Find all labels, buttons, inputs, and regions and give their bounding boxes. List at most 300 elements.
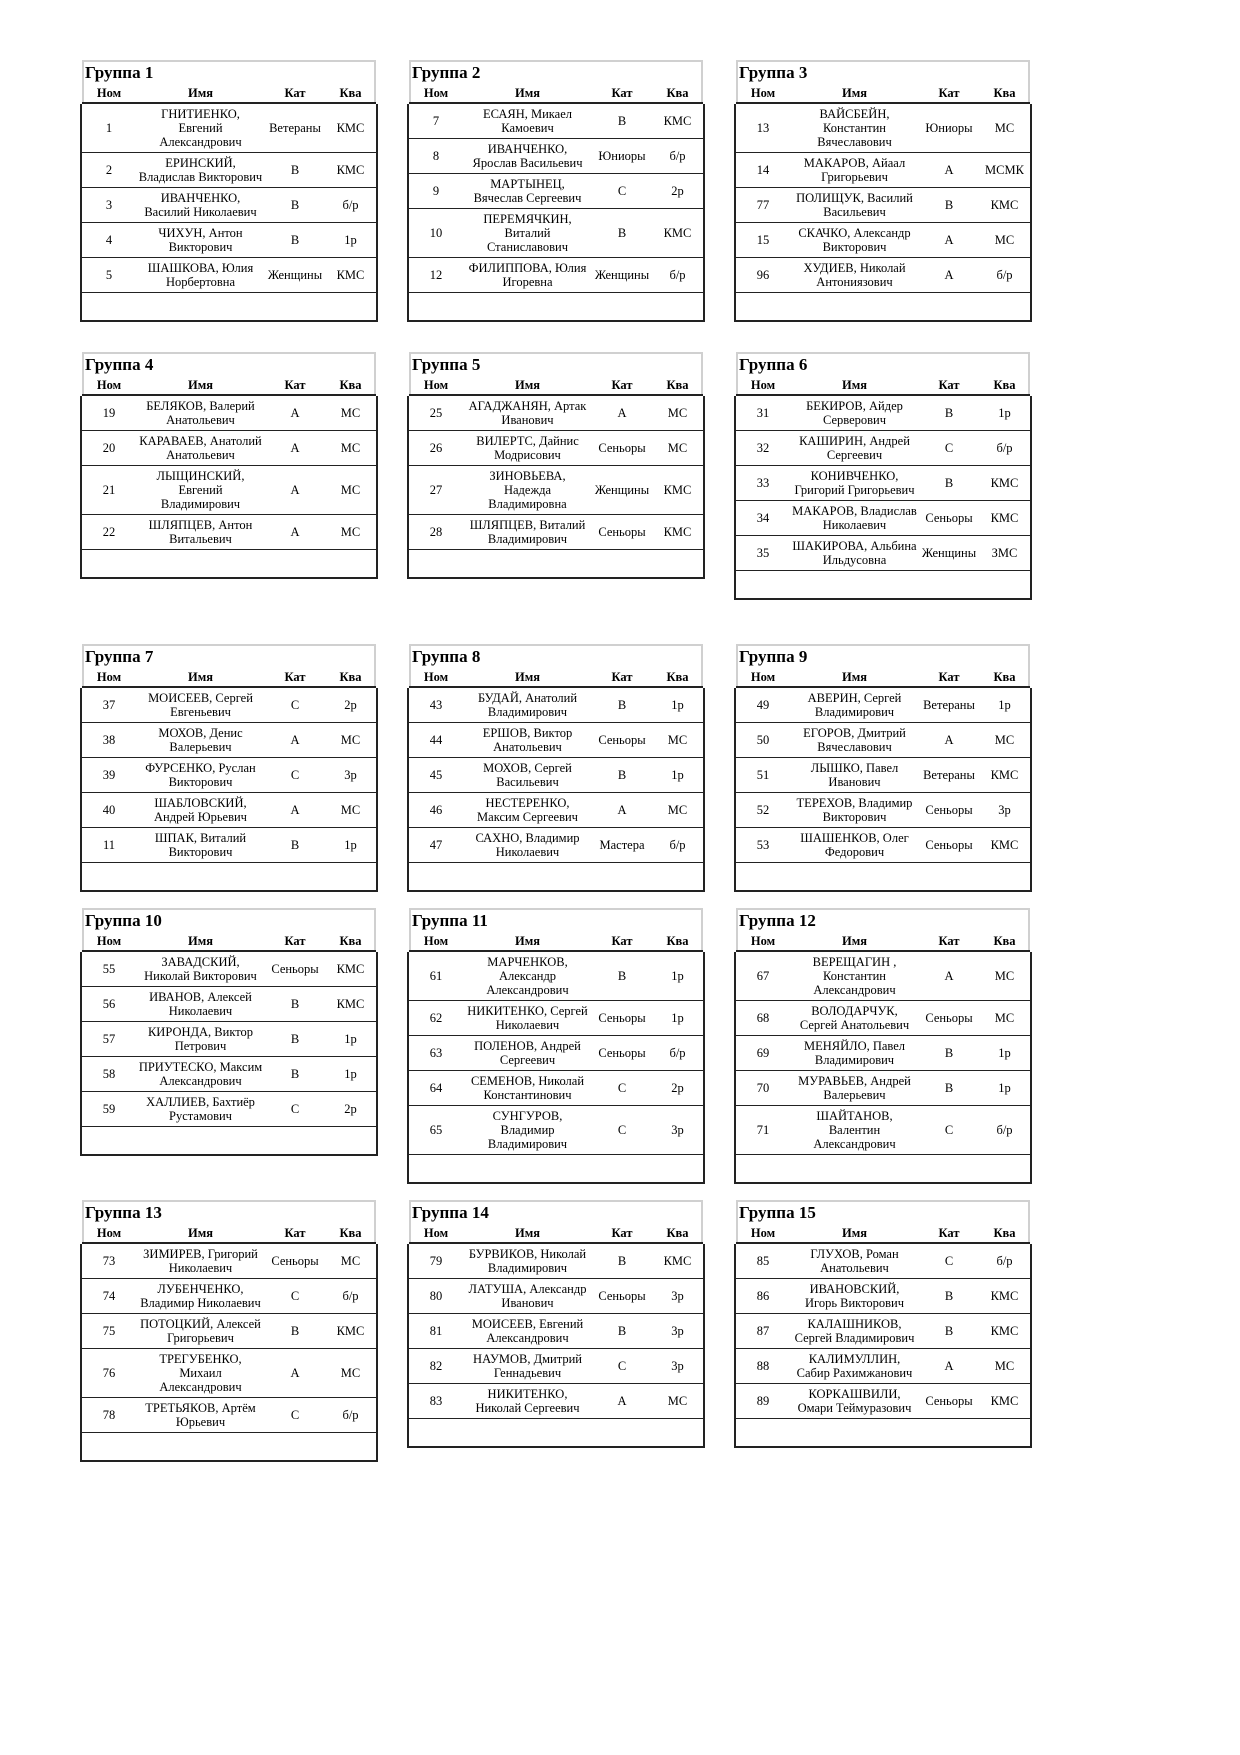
empty-row: [409, 862, 703, 890]
cell-cat: C: [944, 441, 954, 455]
column-header-kva: Ква: [339, 86, 362, 100]
cell-kva: КМС: [990, 511, 1019, 525]
group-body: [407, 688, 705, 892]
cell-cat: C: [617, 1123, 627, 1137]
cell-name: МОХОВ, Сергей Васильевич: [483, 761, 572, 789]
cell-kva: б/р: [669, 838, 686, 852]
cell-kva: МС: [340, 733, 361, 747]
group-table: [736, 352, 1030, 600]
column-header-cat: Кат: [938, 934, 960, 948]
cell-num: 32: [756, 441, 770, 455]
column-headers: [736, 668, 1030, 688]
cell-num: 71: [756, 1123, 770, 1137]
cell-kva: МС: [340, 483, 361, 497]
cell-kva: б/р: [996, 1254, 1013, 1268]
group-header-box: [409, 644, 703, 688]
group-header-box: [736, 908, 1030, 952]
column-header-name: Имя: [515, 86, 540, 100]
cell-num: 34: [756, 511, 770, 525]
cell-name: КАШИРИН, Андрей Сергеевич: [799, 434, 910, 462]
cell-num: 40: [102, 803, 116, 817]
cell-name: АГАДЖАНЯН, Артак Иванович: [468, 399, 587, 427]
cell-kva: МС: [667, 1394, 688, 1408]
cell-kva: МС: [340, 1366, 361, 1380]
cell-cat: A: [290, 525, 300, 539]
table-row: [409, 688, 703, 722]
cell-kva: МС: [340, 406, 361, 420]
column-headers: [82, 84, 376, 104]
cell-cat: B: [290, 233, 300, 247]
cell-name: КОНИВЧЕНКО, Григорий Григорьевич: [794, 469, 915, 497]
group-header-box: [82, 908, 376, 952]
cell-cat: B: [944, 406, 954, 420]
cell-kva: МС: [340, 1254, 361, 1268]
cell-cat: B: [617, 1324, 627, 1338]
cell-num: 19: [102, 406, 116, 420]
group-title: Группа 8: [412, 647, 481, 666]
group-body: [734, 1244, 1032, 1448]
table-row: [82, 757, 376, 792]
table-row: [736, 827, 1030, 862]
cell-name: КАРАВАЕВ, Анатолий Анатольевич: [139, 434, 262, 462]
table-row: [82, 986, 376, 1021]
cell-num: 73: [102, 1254, 116, 1268]
empty-row: [409, 1418, 703, 1446]
cell-name: ХУДИЕВ, Николай Антониязович: [803, 261, 906, 289]
cell-cat: A: [290, 733, 300, 747]
column-headers: [82, 376, 376, 396]
cell-cat: Женщины: [594, 483, 650, 497]
cell-kva: б/р: [342, 1289, 359, 1303]
table-row: [736, 1383, 1030, 1418]
cell-name: ШАШКОВА, Юлия Норбертовна: [147, 261, 254, 289]
cell-kva: МС: [667, 733, 688, 747]
table-row: [82, 1348, 376, 1397]
cell-cat: Женщины: [594, 268, 650, 282]
column-header-kva: Ква: [993, 670, 1016, 684]
cell-num: 26: [429, 441, 443, 455]
cell-name: МАКАРОВ, Владислав Николаевич: [792, 504, 917, 532]
column-header-num: Ном: [750, 86, 776, 100]
cell-num: 75: [102, 1324, 116, 1338]
cell-cat: C: [290, 1289, 300, 1303]
cell-kva: 1р: [671, 698, 684, 712]
cell-kva: 1р: [998, 1081, 1011, 1095]
cell-cat: B: [617, 698, 627, 712]
group-table: [736, 908, 1030, 1184]
column-headers: [82, 668, 376, 688]
cell-cat: Ветераны: [923, 768, 975, 782]
column-header-cat: Кат: [611, 378, 633, 392]
cell-num: 63: [429, 1046, 443, 1060]
cell-num: 85: [756, 1254, 770, 1268]
cell-cat: B: [617, 226, 627, 240]
table-row: [736, 187, 1030, 222]
column-header-num: Ном: [750, 378, 776, 392]
cell-num: 68: [756, 1011, 770, 1025]
cell-name: ШАШЕНКОВ, Олег Федорович: [800, 831, 909, 859]
cell-kva: МС: [994, 1011, 1015, 1025]
cell-cat: Ветераны: [923, 698, 975, 712]
cell-cat: A: [290, 803, 300, 817]
cell-name: ХАЛЛИЕВ, Бахтиёр Рустамович: [146, 1095, 255, 1123]
cell-name: НИКИТЕНКО, Николай Сергеевич: [475, 1387, 580, 1415]
group-header-box: [82, 352, 376, 396]
cell-kva: КМС: [990, 476, 1019, 490]
cell-num: 59: [102, 1102, 116, 1116]
cell-num: 12: [429, 268, 443, 282]
cell-name: ЕРШОВ, Виктор Анатольевич: [482, 726, 573, 754]
cell-kva: МС: [994, 121, 1015, 135]
table-row: [409, 1244, 703, 1278]
table-row: [409, 257, 703, 292]
column-header-num: Ном: [750, 934, 776, 948]
cell-kva: 1р: [998, 1046, 1011, 1060]
cell-num: 62: [429, 1011, 443, 1025]
cell-cat: B: [617, 969, 627, 983]
group-title: Группа 4: [85, 355, 154, 374]
table-row: [82, 465, 376, 514]
cell-cat: C: [944, 1254, 954, 1268]
cell-name: ЛУБЕНЧЕНКО, Владимир Николаевич: [140, 1282, 261, 1310]
column-headers: [409, 1224, 703, 1244]
cell-name: МОИСЕЕВ, Сергей Евгеньевич: [148, 691, 253, 719]
group-table: [82, 60, 376, 322]
cell-name: МОИСЕЕВ, Евгений Александрович: [471, 1317, 584, 1345]
group-body: [80, 104, 378, 322]
column-header-num: Ном: [750, 1226, 776, 1240]
cell-name: БУДАЙ, Анатолий Владимирович: [477, 691, 578, 719]
group-header-box: [736, 1200, 1030, 1244]
cell-name: ЗАВАДСКИЙ, Николай Викторович: [144, 955, 257, 983]
cell-num: 43: [429, 698, 443, 712]
table-row: [736, 1313, 1030, 1348]
table-row: [82, 257, 376, 292]
cell-name: ЧИХУН, Антон Викторович: [158, 226, 243, 254]
column-header-num: Ном: [423, 378, 449, 392]
column-headers: [409, 668, 703, 688]
table-row: [82, 1313, 376, 1348]
column-header-kva: Ква: [666, 670, 689, 684]
group-body: [734, 396, 1032, 600]
cell-num: 52: [756, 803, 770, 817]
cell-cat: Сеньоры: [598, 1046, 646, 1060]
cell-num: 50: [756, 733, 770, 747]
group-title: Группа 9: [739, 647, 808, 666]
table-row: [736, 257, 1030, 292]
cell-num: 69: [756, 1046, 770, 1060]
cell-kva: МСМК: [985, 163, 1024, 177]
cell-cat: Сеньоры: [925, 1394, 973, 1408]
group-table: [82, 352, 376, 579]
cell-num: 79: [429, 1254, 443, 1268]
cell-kva: 3р: [671, 1123, 684, 1137]
cell-num: 57: [102, 1032, 116, 1046]
cell-name: АВЕРИН, Сергей Владимирович: [807, 691, 902, 719]
cell-kva: КМС: [336, 962, 365, 976]
group-body: [80, 396, 378, 579]
empty-row: [82, 862, 376, 890]
cell-num: 45: [429, 768, 443, 782]
cell-cat: A: [944, 969, 954, 983]
cell-cat: C: [617, 184, 627, 198]
column-header-cat: Кат: [938, 1226, 960, 1240]
column-header-num: Ном: [96, 378, 122, 392]
table-row: [736, 1035, 1030, 1070]
group-header-box: [736, 60, 1030, 104]
cell-cat: A: [944, 233, 954, 247]
cell-name: ШЛЯПЦЕВ, Виталий Владимирович: [469, 518, 586, 546]
cell-cat: A: [617, 406, 627, 420]
column-header-name: Имя: [188, 1226, 213, 1240]
empty-row: [82, 1432, 376, 1460]
cell-name: СКАЧКО, Александр Викторович: [798, 226, 911, 254]
column-header-num: Ном: [423, 1226, 449, 1240]
cell-cat: Ветераны: [269, 121, 321, 135]
cell-kva: б/р: [669, 149, 686, 163]
cell-kva: МС: [994, 733, 1015, 747]
group-table: [409, 352, 703, 579]
table-row: [409, 757, 703, 792]
cell-cat: B: [944, 198, 954, 212]
cell-kva: КМС: [663, 226, 692, 240]
cell-cat: B: [617, 1254, 627, 1268]
group-body: [734, 104, 1032, 322]
column-header-cat: Кат: [284, 670, 306, 684]
cell-cat: B: [617, 114, 627, 128]
column-header-cat: Кат: [611, 86, 633, 100]
table-row: [736, 1244, 1030, 1278]
cell-name: ВИЛЕРТС, Дайнис Модрисович: [476, 434, 579, 462]
cell-cat: Сеньоры: [925, 803, 973, 817]
group-title: Группа 5: [412, 355, 481, 374]
cell-cat: A: [944, 268, 954, 282]
cell-num: 53: [756, 838, 770, 852]
column-header-kva: Ква: [339, 1226, 362, 1240]
table-row: [736, 1105, 1030, 1154]
cell-name: КАЛИМУЛЛИН, Сабир Рахимжанович: [796, 1352, 913, 1380]
cell-name: ПЕРЕМЯЧКИН, Виталий Станиславович: [483, 212, 572, 254]
group-body: [734, 688, 1032, 892]
empty-row: [736, 1154, 1030, 1182]
cell-cat: C: [617, 1081, 627, 1095]
group-table: [736, 60, 1030, 322]
table-row: [736, 430, 1030, 465]
column-header-cat: Кат: [938, 670, 960, 684]
cell-num: 74: [102, 1289, 116, 1303]
cell-name: КОРКАШВИЛИ, Омари Теймуразович: [797, 1387, 912, 1415]
cell-name: ШПАК, Виталий Викторович: [154, 831, 247, 859]
group-header-box: [409, 908, 703, 952]
group-table: [736, 1200, 1030, 1448]
table-row: [736, 500, 1030, 535]
table-row: [409, 722, 703, 757]
empty-row: [736, 1418, 1030, 1446]
group-header-box: [82, 644, 376, 688]
cell-cat: C: [617, 1359, 627, 1373]
column-header-num: Ном: [423, 670, 449, 684]
cell-kva: МС: [667, 406, 688, 420]
cell-num: 46: [429, 803, 443, 817]
column-header-kva: Ква: [993, 934, 1016, 948]
cell-name: ЗИНОВЬЕВА, Надежда Владимировна: [488, 469, 567, 511]
cell-name: ШАБЛОВСКИЙ, Андрей Юрьевич: [154, 796, 247, 824]
table-row: [409, 1348, 703, 1383]
table-row: [736, 952, 1030, 1000]
cell-num: 65: [429, 1123, 443, 1137]
cell-name: ВАЙСБЕЙН, Константин Вячеславович: [817, 107, 892, 149]
column-header-kva: Ква: [339, 378, 362, 392]
empty-row: [736, 570, 1030, 598]
column-header-name: Имя: [188, 378, 213, 392]
cell-num: 9: [432, 184, 440, 198]
table-row: [736, 222, 1030, 257]
cell-cat: A: [290, 1366, 300, 1380]
empty-row: [409, 1154, 703, 1182]
table-row: [736, 1000, 1030, 1035]
cell-num: 39: [102, 768, 116, 782]
table-row: [409, 1105, 703, 1154]
cell-name: ПОТОЦКИЙ, Алексей Григорьевич: [140, 1317, 261, 1345]
column-header-num: Ном: [423, 934, 449, 948]
cell-name: САХНО, Владимир Николаевич: [475, 831, 580, 859]
column-header-num: Ном: [96, 1226, 122, 1240]
column-header-cat: Кат: [938, 378, 960, 392]
cell-cat: Сеньоры: [271, 962, 319, 976]
group-title: Группа 11: [412, 911, 488, 930]
cell-num: 64: [429, 1081, 443, 1095]
cell-num: 31: [756, 406, 770, 420]
table-row: [82, 1244, 376, 1278]
cell-cat: Сеньоры: [925, 511, 973, 525]
empty-row: [409, 292, 703, 320]
cell-kva: 1р: [998, 698, 1011, 712]
cell-num: 25: [429, 406, 443, 420]
empty-row: [82, 549, 376, 577]
group-table: [82, 1200, 376, 1462]
column-headers: [409, 932, 703, 952]
cell-kva: КМС: [990, 1289, 1019, 1303]
cell-cat: A: [944, 1359, 954, 1373]
cell-kva: КМС: [336, 268, 365, 282]
group-table: [409, 1200, 703, 1448]
table-row: [409, 104, 703, 138]
group-header-box: [736, 352, 1030, 396]
cell-cat: B: [944, 1081, 954, 1095]
table-row: [736, 1278, 1030, 1313]
table-row: [82, 222, 376, 257]
column-header-num: Ном: [750, 670, 776, 684]
group-body: [407, 952, 705, 1184]
table-row: [736, 1070, 1030, 1105]
table-row: [736, 152, 1030, 187]
cell-num: 67: [756, 969, 770, 983]
cell-cat: Сеньоры: [271, 1254, 319, 1268]
cell-name: ИВАНОВСКИЙ, Игорь Викторович: [804, 1282, 905, 1310]
table-row: [409, 465, 703, 514]
column-header-cat: Кат: [284, 934, 306, 948]
cell-num: 77: [756, 198, 770, 212]
cell-name: МЕНЯЙЛО, Павел Владимирович: [803, 1039, 906, 1067]
cell-name: ЕСАЯН, Микаел Камоевич: [482, 107, 572, 135]
group-header-box: [736, 644, 1030, 688]
column-headers: [82, 932, 376, 952]
table-row: [82, 396, 376, 430]
cell-kva: 1р: [344, 838, 357, 852]
cell-name: ШАКИРОВА, Альбина Ильдусовна: [792, 539, 917, 567]
column-header-kva: Ква: [993, 1226, 1016, 1240]
cell-num: 10: [429, 226, 443, 240]
cell-cat: A: [617, 1394, 627, 1408]
column-headers: [409, 376, 703, 396]
cell-cat: C: [290, 698, 300, 712]
table-row: [736, 722, 1030, 757]
group-header-box: [409, 352, 703, 396]
cell-cat: B: [944, 1046, 954, 1060]
cell-kva: МС: [667, 803, 688, 817]
table-row: [82, 1056, 376, 1091]
cell-num: 83: [429, 1394, 443, 1408]
column-header-num: Ном: [96, 670, 122, 684]
cell-cat: B: [290, 1067, 300, 1081]
cell-cat: B: [290, 997, 300, 1011]
cell-kva: б/р: [996, 1123, 1013, 1137]
group-body: [80, 1244, 378, 1462]
table-row: [82, 1021, 376, 1056]
cell-num: 4: [105, 233, 113, 247]
cell-name: ШАЙТАНОВ, Валентин Александрович: [813, 1109, 896, 1151]
cell-kva: 1р: [671, 969, 684, 983]
table-row: [736, 396, 1030, 430]
empty-row: [736, 292, 1030, 320]
cell-name: ШЛЯПЦЕВ, Антон Витальевич: [148, 518, 253, 546]
cell-name: ЛАТУША, Александр Иванович: [468, 1282, 587, 1310]
table-row: [82, 827, 376, 862]
cell-kva: 3р: [998, 803, 1011, 817]
cell-num: 21: [102, 483, 116, 497]
cell-num: 49: [756, 698, 770, 712]
cell-kva: МС: [340, 525, 361, 539]
column-header-name: Имя: [515, 1226, 540, 1240]
cell-cat: Мастера: [599, 838, 645, 852]
column-header-cat: Кат: [611, 1226, 633, 1240]
empty-row: [82, 1126, 376, 1154]
cell-num: 15: [756, 233, 770, 247]
cell-kva: б/р: [996, 268, 1013, 282]
table-row: [82, 792, 376, 827]
cell-cat: Сеньоры: [598, 525, 646, 539]
cell-cat: A: [944, 163, 954, 177]
cell-kva: КМС: [336, 997, 365, 1011]
empty-row: [736, 862, 1030, 890]
cell-num: 1: [105, 121, 113, 135]
table-row: [736, 465, 1030, 500]
group-title: Группа 7: [85, 647, 154, 666]
cell-name: БЕКИРОВ, Айдер Серверович: [806, 399, 903, 427]
table-row: [82, 722, 376, 757]
group-header-box: [409, 60, 703, 104]
cell-num: 38: [102, 733, 116, 747]
cell-kva: МС: [994, 233, 1015, 247]
cell-num: 33: [756, 476, 770, 490]
cell-name: МОХОВ, Денис Валерьевич: [158, 726, 243, 754]
cell-cat: C: [290, 1408, 300, 1422]
cell-kva: 3р: [344, 768, 357, 782]
group-header-box: [82, 1200, 376, 1244]
column-header-name: Имя: [515, 934, 540, 948]
table-row: [409, 396, 703, 430]
group-table: [409, 644, 703, 892]
